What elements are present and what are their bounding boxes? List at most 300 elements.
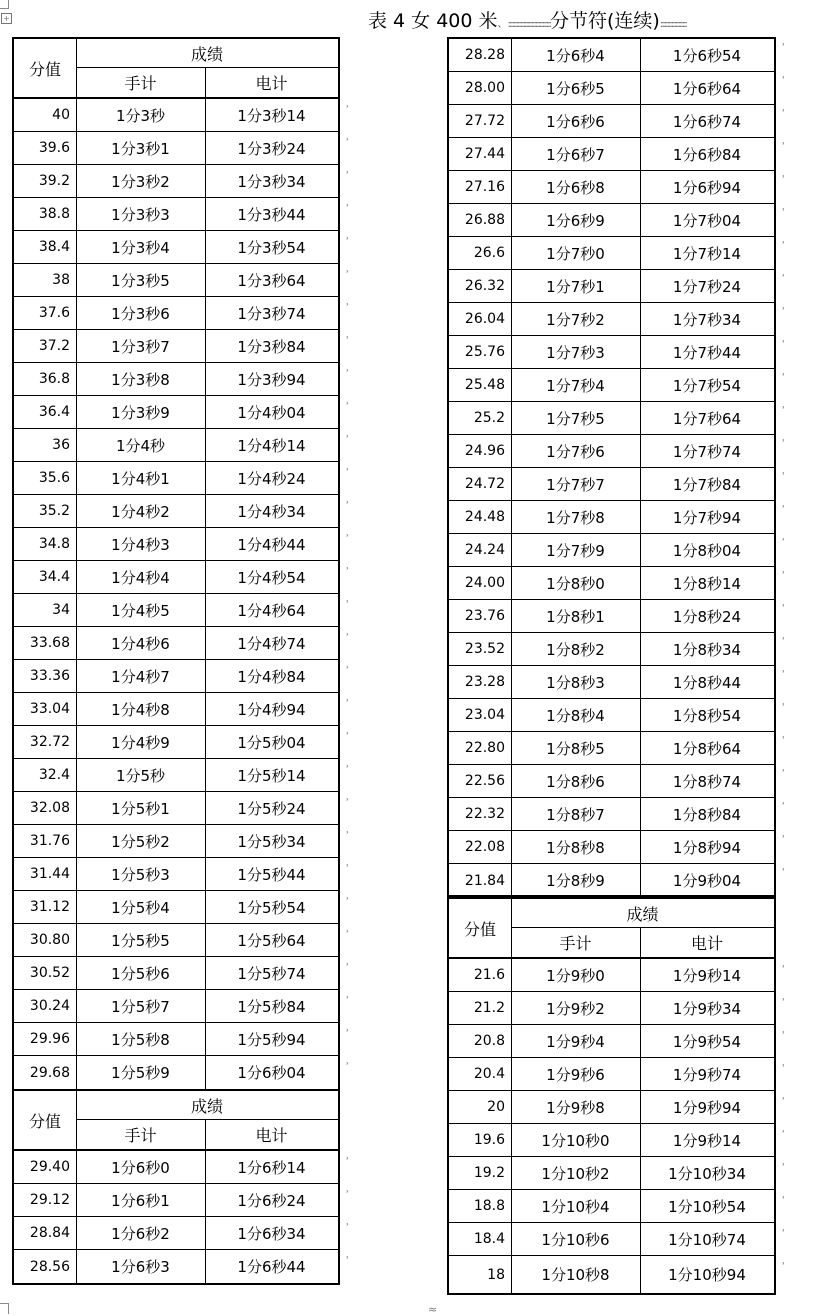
score-cell: 22.08 bbox=[464, 839, 505, 855]
table-row bbox=[14, 198, 338, 231]
manual-time-cell: 1分3秒6 bbox=[111, 304, 170, 323]
row-end-mark: ʾ bbox=[346, 400, 350, 413]
score-table-body bbox=[447, 37, 776, 897]
manual-time-cell: 1分5秒8 bbox=[111, 1030, 170, 1049]
manual-time-cell: 1分3秒2 bbox=[111, 172, 170, 191]
row-end-mark: ʾ bbox=[346, 862, 350, 875]
electronic-time-cell: 1分6秒04 bbox=[237, 1064, 306, 1082]
score-cell: 31.76 bbox=[29, 833, 70, 849]
table-row bbox=[14, 627, 338, 660]
table-title-line bbox=[368, 8, 686, 38]
manual-time-cell: 1分5秒6 bbox=[111, 964, 170, 983]
electronic-time-cell: 1分10秒54 bbox=[668, 1197, 746, 1216]
table-row bbox=[14, 462, 338, 495]
row-end-mark: ʾ bbox=[346, 1254, 350, 1267]
manual-time-cell: 1分5秒 bbox=[115, 766, 166, 785]
electronic-time-cell: 1分9秒14 bbox=[672, 966, 742, 985]
score-cell: 22.32 bbox=[464, 806, 505, 822]
score-cell: 25.2 bbox=[473, 410, 505, 426]
manual-time-cell: 1分4秒3 bbox=[111, 535, 170, 554]
section-break-label: 分节符(连续) bbox=[549, 10, 660, 32]
table-row bbox=[14, 99, 338, 132]
electronic-time-cell: 1分3秒74 bbox=[237, 304, 306, 323]
row-end-mark: ʾ bbox=[782, 1128, 786, 1141]
row-end-mark: ʾ bbox=[782, 1227, 786, 1240]
score-cell: 23.04 bbox=[464, 707, 505, 723]
row-end-mark: ʾ bbox=[782, 1260, 786, 1273]
score-cell: 30.52 bbox=[29, 965, 70, 981]
row-end-mark: ʾ bbox=[782, 569, 786, 582]
manual-time-cell: 1分6秒1 bbox=[111, 1191, 170, 1210]
score-cell: 24.48 bbox=[464, 509, 505, 525]
electronic-time-cell: 1分4秒64 bbox=[237, 601, 306, 620]
manual-time-cell: 1分7秒1 bbox=[546, 277, 605, 296]
electronic-time-cell: 1分5秒14 bbox=[237, 766, 306, 785]
manual-time-cell: 1分7秒3 bbox=[546, 343, 605, 362]
manual-time-cell: 1分8秒6 bbox=[546, 772, 605, 791]
score-cell: 20 bbox=[487, 1099, 505, 1115]
score-cell: 25.76 bbox=[464, 344, 505, 360]
manual-time-cell: 1分8秒4 bbox=[546, 706, 605, 725]
score-cell: 24.72 bbox=[464, 476, 505, 492]
score-header: 分值 bbox=[463, 919, 496, 939]
score-cell: 32.4 bbox=[38, 767, 70, 783]
electronic-time-cell: 1分3秒84 bbox=[237, 337, 306, 356]
manual-time-cell: 1分9秒4 bbox=[546, 1032, 605, 1051]
electronic-time-cell: 1分6秒54 bbox=[672, 46, 742, 65]
row-end-mark: ʾ bbox=[782, 140, 786, 153]
table-row bbox=[449, 567, 774, 600]
manual-time-cell: 1分8秒8 bbox=[546, 838, 605, 857]
score-cell: 21.84 bbox=[464, 872, 505, 889]
row-end-mark: ʾ bbox=[346, 664, 350, 677]
manual-time-cell: 1分6秒3 bbox=[111, 1258, 170, 1276]
table-row bbox=[14, 1023, 338, 1056]
manual-time-cell: 1分10秒8 bbox=[541, 1266, 610, 1284]
score-cell: 33.36 bbox=[29, 668, 70, 684]
manual-time-cell: 1分7秒2 bbox=[546, 310, 605, 329]
electronic-time-cell: 1分3秒44 bbox=[237, 205, 306, 224]
row-end-mark: ʾ bbox=[346, 796, 350, 809]
results-header: 成绩 bbox=[511, 899, 774, 928]
table-row bbox=[449, 270, 774, 303]
row-end-mark: ʾ bbox=[782, 833, 786, 846]
electronic-time-cell: 1分3秒64 bbox=[237, 271, 306, 290]
row-end-mark: ʾ bbox=[782, 41, 786, 54]
table-row bbox=[449, 992, 774, 1025]
row-end-mark: ʾ bbox=[782, 371, 786, 384]
table-row bbox=[449, 1091, 774, 1124]
score-cell: 26.88 bbox=[464, 212, 505, 228]
table-row bbox=[14, 297, 338, 330]
electronic-time-cell: 1分4秒94 bbox=[237, 700, 306, 719]
table-move-handle-icon[interactable]: + bbox=[1, 13, 12, 24]
row-end-mark: ʾ bbox=[346, 598, 350, 611]
table-header-left-2 bbox=[12, 1089, 340, 1151]
table-row bbox=[449, 468, 774, 501]
manual-time-cell: 1分7秒7 bbox=[546, 475, 605, 494]
row-end-mark: ʾ bbox=[782, 1194, 786, 1207]
section-break-dots-end: ::::::::::::::::::: bbox=[659, 19, 686, 30]
row-end-mark: ʾ bbox=[346, 565, 350, 578]
score-cell: 36.8 bbox=[38, 371, 70, 387]
electronic-time-cell: 1分9秒04 bbox=[672, 872, 742, 890]
electronic-time-cell: 1分7秒94 bbox=[672, 508, 742, 527]
row-end-mark: ʾ bbox=[782, 338, 786, 351]
table-row bbox=[14, 429, 338, 462]
row-end-mark: ʾ bbox=[782, 1029, 786, 1042]
row-end-mark: ʾ bbox=[346, 1027, 350, 1040]
manual-time-cell: 1分4秒 bbox=[115, 436, 166, 455]
electronic-time-cell: 1分4秒14 bbox=[237, 436, 306, 455]
score-cell: 37.6 bbox=[38, 305, 70, 321]
score-cell: 30.24 bbox=[29, 998, 70, 1014]
row-end-mark: ʾ bbox=[346, 697, 350, 710]
score-cell: 39.6 bbox=[38, 140, 70, 156]
row-end-mark: ʾ bbox=[346, 631, 350, 644]
table-row bbox=[449, 39, 774, 72]
manual-time-cell: 1分8秒7 bbox=[546, 805, 605, 824]
score-cell: 22.56 bbox=[464, 773, 505, 789]
table-row bbox=[449, 369, 774, 402]
row-end-mark: ʾ bbox=[782, 866, 786, 879]
electronic-time-cell: 1分3秒14 bbox=[237, 106, 306, 125]
table-row bbox=[14, 990, 338, 1023]
electronic-time-cell: 1分7秒54 bbox=[672, 376, 742, 395]
score-cell: 18 bbox=[487, 1266, 505, 1283]
score-cell: 19.6 bbox=[473, 1132, 505, 1148]
electronic-time-cell: 1分9秒34 bbox=[672, 999, 742, 1018]
score-cell: 24.96 bbox=[464, 443, 505, 459]
table-row bbox=[14, 660, 338, 693]
table-row bbox=[449, 402, 774, 435]
row-end-mark: ʾ bbox=[346, 169, 350, 182]
table-row bbox=[449, 501, 774, 534]
score-cell: 32.08 bbox=[29, 800, 70, 816]
table-row bbox=[449, 831, 774, 864]
row-end-mark: ʾ bbox=[346, 928, 350, 941]
score-cell: 23.52 bbox=[464, 641, 505, 657]
electronic-time-cell: 1分5秒54 bbox=[237, 898, 306, 917]
electronic-time-cell: 1分9秒74 bbox=[672, 1065, 742, 1084]
score-cell: 26.32 bbox=[464, 278, 505, 294]
row-end-mark: ʾ bbox=[346, 1221, 350, 1234]
score-cell: 31.12 bbox=[29, 899, 70, 915]
manual-time-cell: 1分9秒8 bbox=[546, 1098, 605, 1117]
electronic-time-cell: 1分6秒64 bbox=[672, 79, 742, 98]
score-cell: 38 bbox=[52, 272, 70, 288]
manual-time-cell: 1分6秒5 bbox=[546, 79, 605, 98]
score-cell: 20.4 bbox=[473, 1066, 505, 1082]
row-end-mark: ʾ bbox=[782, 173, 786, 186]
table-row bbox=[14, 1217, 338, 1250]
manual-time-cell: 1分8秒0 bbox=[546, 574, 605, 593]
electronic-time-cell: 1分5秒44 bbox=[237, 865, 306, 884]
electronic-time-cell: 1分6秒44 bbox=[237, 1258, 306, 1276]
electronic-time-cell: 1分6秒34 bbox=[237, 1224, 306, 1243]
table-row bbox=[449, 1190, 774, 1223]
electronic-time-cell: 1分9秒94 bbox=[672, 1098, 742, 1117]
electronic-time-cell: 1分4秒04 bbox=[237, 403, 306, 422]
table-row bbox=[449, 138, 774, 171]
row-end-mark: ʾ bbox=[782, 996, 786, 1009]
manual-time-cell: 1分7秒6 bbox=[546, 442, 605, 461]
electronic-time-cell: 1分9秒54 bbox=[672, 1032, 742, 1051]
manual-time-cell: 1分10秒0 bbox=[541, 1131, 610, 1150]
row-end-mark: ʾ bbox=[346, 367, 350, 380]
electronic-time-cell: 1分8秒44 bbox=[672, 673, 742, 692]
manual-timing-header: 手计 bbox=[559, 934, 592, 953]
electronic-time-cell: 1分10秒34 bbox=[668, 1164, 746, 1183]
score-cell: 29.12 bbox=[29, 1192, 70, 1208]
electronic-time-cell: 1分3秒54 bbox=[237, 238, 306, 257]
manual-time-cell: 1分7秒0 bbox=[546, 244, 605, 263]
table-row bbox=[449, 600, 774, 633]
electronic-time-cell: 1分10秒94 bbox=[668, 1266, 746, 1284]
table-row bbox=[449, 72, 774, 105]
score-cell: 28.28 bbox=[464, 47, 505, 63]
electronic-time-cell: 1分7秒74 bbox=[672, 442, 742, 461]
electronic-time-cell: 1分8秒24 bbox=[672, 607, 742, 626]
row-end-mark: ʾ bbox=[346, 202, 350, 215]
row-end-mark: ʾ bbox=[782, 74, 786, 87]
score-header: 分值 bbox=[28, 1111, 61, 1131]
score-cell: 35.2 bbox=[38, 503, 70, 519]
score-cell: 35.6 bbox=[38, 470, 70, 486]
manual-time-cell: 1分6秒2 bbox=[111, 1224, 170, 1243]
end-of-cell-mark: ≈ bbox=[428, 1303, 438, 1316]
manual-time-cell: 1分5秒9 bbox=[111, 1064, 170, 1082]
manual-time-cell: 1分6秒6 bbox=[546, 112, 605, 131]
score-cell: 18.8 bbox=[473, 1198, 505, 1214]
table-row bbox=[14, 363, 338, 396]
manual-time-cell: 1分6秒7 bbox=[546, 145, 605, 164]
manual-time-cell: 1分4秒1 bbox=[111, 469, 170, 488]
manual-time-cell: 1分5秒2 bbox=[111, 832, 170, 851]
manual-time-cell: 1分3秒5 bbox=[111, 271, 170, 290]
electronic-time-cell: 1分4秒74 bbox=[237, 634, 306, 653]
table-row bbox=[449, 303, 774, 336]
electronic-time-cell: 1分5秒24 bbox=[237, 799, 306, 818]
manual-time-cell: 1分3秒3 bbox=[111, 205, 170, 224]
electronic-time-cell: 1分6秒94 bbox=[672, 178, 742, 197]
row-end-mark: ʾ bbox=[782, 1161, 786, 1174]
table-row bbox=[14, 561, 338, 594]
manual-time-cell: 1分9秒6 bbox=[546, 1065, 605, 1084]
score-cell: 34.4 bbox=[38, 569, 70, 585]
electronic-timing-header: 电计 bbox=[255, 1126, 288, 1145]
manual-time-cell: 1分4秒2 bbox=[111, 502, 170, 521]
manual-time-cell: 1分4秒8 bbox=[111, 700, 170, 719]
score-cell: 29.96 bbox=[29, 1031, 70, 1047]
table-row bbox=[449, 1157, 774, 1190]
manual-time-cell: 1分3秒9 bbox=[111, 403, 170, 422]
row-end-mark: ʾ bbox=[782, 800, 786, 813]
row-end-mark: ʾ bbox=[782, 1095, 786, 1108]
electronic-time-cell: 1分7秒44 bbox=[672, 343, 742, 362]
row-end-mark: ʾ bbox=[346, 1188, 350, 1201]
table-row bbox=[14, 1056, 338, 1089]
row-end-mark: ʾ bbox=[782, 668, 786, 681]
table-row bbox=[449, 171, 774, 204]
electronic-time-cell: 1分5秒94 bbox=[237, 1030, 306, 1049]
electronic-time-cell: 1分7秒14 bbox=[672, 244, 742, 263]
table-row bbox=[14, 693, 338, 726]
electronic-time-cell: 1分10秒74 bbox=[668, 1230, 746, 1249]
electronic-time-cell: 1分4秒44 bbox=[237, 535, 306, 554]
electronic-time-cell: 1分8秒84 bbox=[672, 805, 742, 824]
manual-time-cell: 1分6秒4 bbox=[546, 46, 605, 65]
manual-time-cell: 1分8秒2 bbox=[546, 640, 605, 659]
row-end-mark: ʾ bbox=[346, 829, 350, 842]
manual-time-cell: 1分4秒4 bbox=[111, 568, 170, 587]
row-end-mark: ʾ bbox=[782, 701, 786, 714]
table-row bbox=[14, 594, 338, 627]
manual-time-cell: 1分10秒6 bbox=[541, 1230, 610, 1249]
electronic-time-cell: 1分8秒04 bbox=[672, 541, 742, 560]
table-row bbox=[14, 528, 338, 561]
row-end-mark: ʾ bbox=[346, 235, 350, 248]
row-end-mark: ʾ bbox=[346, 301, 350, 314]
row-end-mark: ʾ bbox=[346, 499, 350, 512]
score-cell: 26.6 bbox=[473, 245, 505, 261]
manual-timing-header: 手计 bbox=[124, 74, 157, 93]
score-cell: 30.80 bbox=[29, 932, 70, 948]
score-cell: 31.44 bbox=[29, 866, 70, 882]
table-row bbox=[449, 336, 774, 369]
score-header: 分值 bbox=[28, 59, 61, 79]
manual-time-cell: 1分8秒5 bbox=[546, 739, 605, 758]
score-cell: 33.04 bbox=[29, 701, 70, 717]
score-cell: 34.8 bbox=[38, 536, 70, 552]
row-end-mark: ʾ bbox=[346, 136, 350, 149]
row-end-mark: ʾ bbox=[346, 895, 350, 908]
row-end-mark: ʾ bbox=[782, 404, 786, 417]
electronic-time-cell: 1分6秒84 bbox=[672, 145, 742, 164]
score-cell: 27.44 bbox=[464, 146, 505, 162]
electronic-time-cell: 1分5秒04 bbox=[237, 733, 306, 752]
manual-time-cell: 1分7秒5 bbox=[546, 409, 605, 428]
row-end-mark: ʾ bbox=[346, 103, 350, 116]
row-end-mark: ʾ bbox=[782, 635, 786, 648]
electronic-time-cell: 1分6秒74 bbox=[672, 112, 742, 131]
manual-time-cell: 1分5秒1 bbox=[111, 799, 170, 818]
page-corner-marker-bottom-left bbox=[0, 1303, 9, 1314]
electronic-time-cell: 1分6秒24 bbox=[237, 1191, 306, 1210]
score-cell: 26.04 bbox=[464, 311, 505, 327]
table-row bbox=[14, 1151, 338, 1184]
table-row bbox=[449, 959, 774, 992]
score-cell: 37.2 bbox=[38, 338, 70, 354]
row-end-mark: ʾ bbox=[782, 206, 786, 219]
electronic-time-cell: 1分5秒34 bbox=[237, 832, 306, 851]
electronic-time-cell: 1分8秒64 bbox=[672, 739, 742, 758]
table-row bbox=[14, 495, 338, 528]
table-row bbox=[449, 633, 774, 666]
row-end-mark: ʾ bbox=[346, 532, 350, 545]
score-cell: 24.24 bbox=[464, 542, 505, 558]
manual-time-cell: 1分9秒2 bbox=[546, 999, 605, 1018]
row-end-mark: ʾ bbox=[346, 994, 350, 1007]
row-end-mark: ʾ bbox=[782, 767, 786, 780]
manual-time-cell: 1分3秒8 bbox=[111, 370, 170, 389]
table-row bbox=[14, 231, 338, 264]
table-row bbox=[449, 666, 774, 699]
table-row bbox=[14, 891, 338, 924]
manual-time-cell: 1分4秒7 bbox=[111, 667, 170, 686]
manual-time-cell: 1分6秒8 bbox=[546, 178, 605, 197]
row-end-mark: ʾ bbox=[346, 433, 350, 446]
score-cell: 29.68 bbox=[29, 1064, 70, 1081]
electronic-time-cell: 1分7秒84 bbox=[672, 475, 742, 494]
manual-time-cell: 1分4秒5 bbox=[111, 601, 170, 620]
manual-timing-header: 手计 bbox=[124, 1126, 157, 1145]
electronic-time-cell: 1分4秒24 bbox=[237, 469, 306, 488]
table-row bbox=[449, 699, 774, 732]
page-corner-marker-top-left bbox=[0, 0, 9, 9]
row-end-mark: ʾ bbox=[782, 963, 786, 976]
score-cell: 36.4 bbox=[38, 404, 70, 420]
manual-time-cell: 1分3秒4 bbox=[111, 238, 170, 257]
table-row bbox=[14, 924, 338, 957]
manual-time-cell: 1分8秒9 bbox=[546, 872, 605, 890]
electronic-time-cell: 1分7秒24 bbox=[672, 277, 742, 296]
electronic-time-cell: 1分5秒74 bbox=[237, 964, 306, 983]
score-cell: 28.00 bbox=[464, 80, 505, 96]
table-row bbox=[449, 864, 774, 897]
electronic-time-cell: 1分4秒54 bbox=[237, 568, 306, 587]
row-end-mark: ʾ bbox=[346, 763, 350, 776]
table-row bbox=[14, 792, 338, 825]
score-cell: 34 bbox=[52, 602, 70, 618]
row-end-mark: ʾ bbox=[782, 437, 786, 450]
row-end-mark: ʾ bbox=[782, 536, 786, 549]
score-table-body bbox=[12, 99, 340, 1091]
row-end-mark: ʾ bbox=[346, 268, 350, 281]
table-header-left-1 bbox=[12, 37, 340, 99]
row-end-mark: ʾ bbox=[782, 272, 786, 285]
score-cell: 19.2 bbox=[473, 1165, 505, 1181]
electronic-time-cell: 1分7秒64 bbox=[672, 409, 742, 428]
manual-time-cell: 1分4秒6 bbox=[111, 634, 170, 653]
table-row bbox=[449, 1058, 774, 1091]
manual-time-cell: 1分5秒4 bbox=[111, 898, 170, 917]
row-end-mark: ʾ bbox=[346, 466, 350, 479]
electronic-time-cell: 1分4秒34 bbox=[237, 502, 306, 521]
manual-time-cell: 1分3秒 bbox=[115, 106, 166, 125]
table-row bbox=[14, 759, 338, 792]
electronic-timing-header: 电计 bbox=[690, 934, 723, 953]
table-row bbox=[449, 732, 774, 765]
row-end-mark: ʾ bbox=[782, 107, 786, 120]
manual-time-cell: 1分5秒3 bbox=[111, 865, 170, 884]
score-cell: 36 bbox=[52, 437, 70, 453]
score-cell: 23.76 bbox=[464, 608, 505, 624]
table-row bbox=[449, 534, 774, 567]
electronic-time-cell: 1分5秒84 bbox=[237, 997, 306, 1016]
row-end-mark: ʾ bbox=[346, 334, 350, 347]
electronic-time-cell: 1分5秒64 bbox=[237, 931, 306, 950]
electronic-time-cell: 1分8秒34 bbox=[672, 640, 742, 659]
score-cell: 21.2 bbox=[473, 1000, 505, 1016]
table-row bbox=[449, 435, 774, 468]
manual-time-cell: 1分10秒2 bbox=[541, 1164, 610, 1183]
table-row bbox=[449, 1124, 774, 1157]
score-cell: 28.56 bbox=[29, 1258, 70, 1275]
score-table-body bbox=[447, 959, 776, 1295]
score-cell: 33.68 bbox=[29, 635, 70, 651]
row-end-mark: ʾ bbox=[782, 239, 786, 252]
